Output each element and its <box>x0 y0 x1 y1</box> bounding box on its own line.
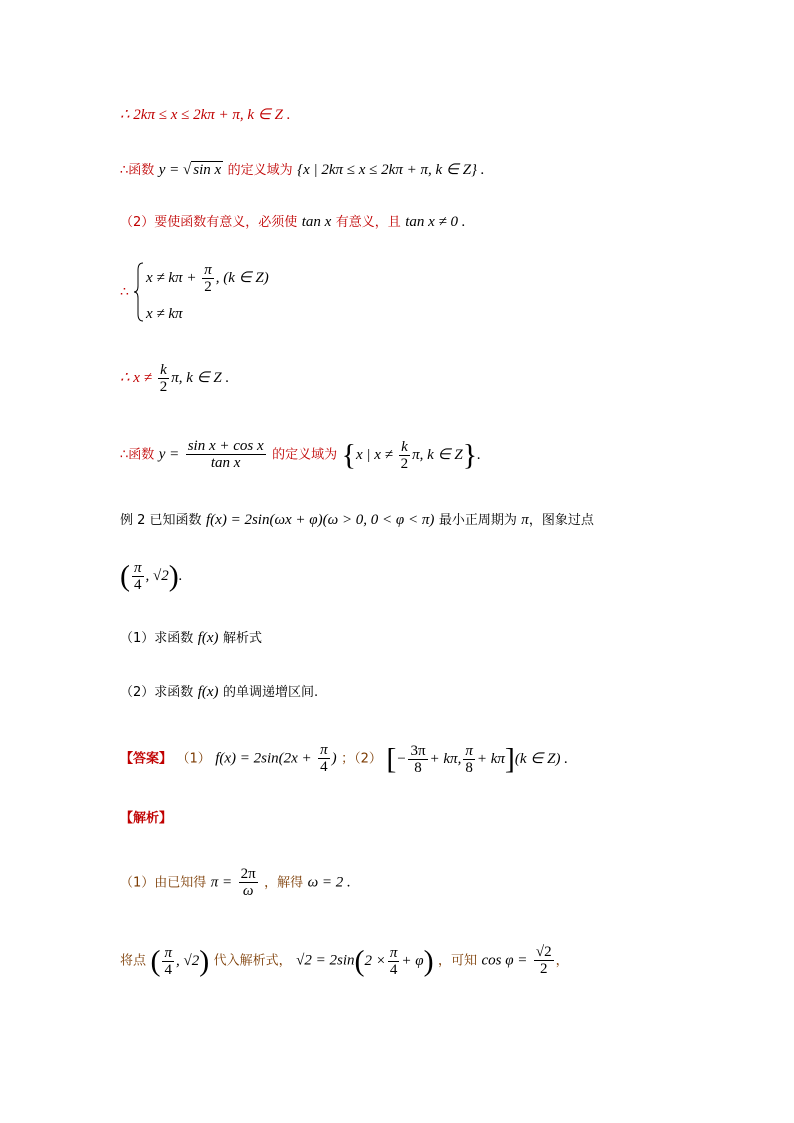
row2-text: x ≠ kπ <box>146 306 183 322</box>
s1-text-b: ，解得 <box>264 875 304 891</box>
s2-cos-phi: cos φ = <box>481 952 528 969</box>
s2-in-b: + φ <box>401 952 424 969</box>
a2-tail: + kπ <box>476 750 505 767</box>
row1-num: π <box>204 262 212 278</box>
a2-mid: + kπ, <box>429 750 462 767</box>
sqrt2-over-2 <box>534 944 554 977</box>
q1-fx: f(x) <box>197 630 219 646</box>
formula-f-def: f(x) = 2sin(ωx + φ)(ω > 0, 0 < φ < π) <box>206 512 435 528</box>
answer-tag: 【答案】 <box>120 751 173 767</box>
example-2-statement <box>120 510 594 531</box>
frac-num: sin x + cos x <box>187 438 264 454</box>
text-part2-a: （2）要使函数有意义，必须使 <box>120 215 298 230</box>
set-a: x | x ≠ <box>355 446 393 463</box>
s2-text-b: 代入解析式， <box>213 953 292 969</box>
point-coordinate: ( $\frac{\pi}{4}$ , √2). <box>120 559 183 593</box>
formula-tan-x: tan x <box>301 214 332 230</box>
answer-2-3pi-over-8 <box>408 743 427 776</box>
text-domain-is-2: 的定义域为 <box>272 447 338 463</box>
pi-over-2 <box>202 262 214 295</box>
sqrt-sin-x: sin x <box>193 162 222 178</box>
set-b: π, k ∈ Z <box>412 446 463 463</box>
solution-step-1 <box>120 866 351 899</box>
analysis-tag: 【解析】 <box>120 811 173 826</box>
s1-num: 2π <box>240 866 256 882</box>
s2-in-den: 4 <box>389 961 398 978</box>
domain-line-sin: ∴函数 y = √ sin x 的定义域为 {x | 2kπ ≤ x ≤ 2kπ + π, k ∈ Z} . <box>120 162 485 178</box>
s1-den: ω <box>242 883 254 899</box>
s2-in-a: 2 × <box>364 952 386 969</box>
part-2-intro <box>120 212 466 233</box>
answer-sep: ；（2） <box>341 751 382 767</box>
text-min-period: 最小正周期为 <box>438 513 517 528</box>
answer-part1-label: （1） <box>176 751 211 767</box>
a2-num1: 3π <box>410 742 426 759</box>
a2-den2: 8 <box>465 759 473 776</box>
inequality-text: ∴ 2kπ ≤ x ≤ 2kπ + π, k ∈ Z . <box>120 107 291 123</box>
s2-pt-num: π <box>164 944 172 961</box>
answer-line: 【答案】 （1） f(x) = 2sin(2x + $\frac{\pi}{4}$ ) ；（2） [− $\frac{3\pi}{8}$ + kπ, $\frac{\pi}{8}$ + kπ](k ∈ Z) . <box>120 742 568 776</box>
pi-over-4 <box>132 560 144 593</box>
a1-num: π <box>320 742 328 758</box>
pt-sqrt2: , √2 <box>145 567 169 584</box>
frac-den: tan x <box>210 455 241 471</box>
q2-text-a: （2）求函数 <box>120 685 194 700</box>
s2-pi-over-4 <box>162 945 174 978</box>
system-row-1 <box>146 262 269 295</box>
k-den: 2 <box>159 379 168 395</box>
text-domain-is: 的定义域为 <box>227 163 293 178</box>
therefore-symbol: ∴ <box>120 284 129 300</box>
system-row-2 <box>146 304 183 324</box>
q2-text-b: 的单调递增区间. <box>223 685 319 700</box>
s2-end: ， <box>555 953 569 969</box>
q1-text-b: 解析式 <box>223 631 263 646</box>
left-brace <box>134 262 144 322</box>
derivation-line-1 <box>120 105 290 125</box>
q1-text-a: （1）求函数 <box>120 631 194 646</box>
two-pi-over-omega <box>239 866 258 899</box>
formula-pi: π <box>521 512 529 528</box>
text-therefore-function-2: ∴函数 <box>120 447 155 463</box>
s2-in-num: π <box>389 944 398 961</box>
q2-fx: f(x) <box>197 684 219 700</box>
s2-den: 2 <box>539 961 548 977</box>
formula-y-eq: y = <box>158 162 184 178</box>
a2-num2: π <box>465 742 473 759</box>
solution-step-2: 将点 ( $\frac{\pi}{4}$ , √2) 代入解析式， √2 = 2sin(2 × $\frac{\pi}{4}$ + φ) ，可知 cos φ = $\frac{√2}{2}$ ， <box>120 944 569 978</box>
s2-eq: √2 = 2sin <box>296 952 355 969</box>
s1-omega-eq-2: ω = 2 . <box>307 874 351 891</box>
text-passes-point: ，图象过点 <box>528 513 594 528</box>
domain-line-tan: ∴函数 y = $\frac{\text{sin x + cos x}}{\text{tan x}}$ 的定义域为 {x | x ≠ $\frac{k}{2}$ π, k ∈ Z}. <box>120 438 481 472</box>
question-1 <box>120 628 262 649</box>
text-example-2: 例 2 已知函数 <box>120 513 202 528</box>
k-over-2 <box>158 362 170 395</box>
s2-pt-sqrt2: , √2 <box>175 952 200 969</box>
s2-in-pi-over-4 <box>388 945 400 978</box>
s2-num: √2 <box>535 944 552 960</box>
k-num: k <box>160 362 167 378</box>
row1-text: x ≠ kπ + <box>146 269 197 286</box>
pt-den: 4 <box>134 577 142 593</box>
text-x-ne: ∴ x ≠ <box>120 369 152 386</box>
text-therefore-function: ∴函数 <box>120 163 155 178</box>
s1-text-a: （1）由已知得 <box>120 875 207 891</box>
formula-tan-ne-0: tan x ≠ 0 . <box>405 214 466 230</box>
k-over-2-set <box>399 439 411 472</box>
analysis-tag-line <box>120 808 172 829</box>
answer-1-pi-over-4 <box>318 742 330 775</box>
text-pi-k-in-z: π, k ∈ Z . <box>171 369 230 386</box>
s2-text-c: ，可知 <box>438 953 478 969</box>
domain-set: {x | 2kπ ≤ x ≤ 2kπ + π, k ∈ Z} . <box>297 162 485 178</box>
text-part2-c: 有意义，且 <box>335 215 401 230</box>
row1-den: 2 <box>204 279 212 295</box>
pt-num: π <box>134 560 142 576</box>
s2-text-a: 将点 <box>120 953 147 969</box>
set-num: k <box>401 438 408 455</box>
s2-pt-den: 4 <box>164 961 172 978</box>
a2-k-in-z: (k ∈ Z) . <box>514 750 568 767</box>
answer-2-pi-over-8 <box>463 743 475 776</box>
question-2 <box>120 682 318 703</box>
a1-den: 4 <box>320 759 328 775</box>
set-den: 2 <box>400 455 409 472</box>
sin-cos-over-tan <box>186 438 266 471</box>
a2-den1: 8 <box>414 759 422 776</box>
answer-1-expr: f(x) = 2sin(2x + <box>215 750 312 767</box>
s1-pi-eq: π = <box>210 874 233 891</box>
formula-y-eq-2: y = <box>158 446 180 463</box>
result-line-k-half <box>120 362 229 395</box>
row1-tail: , (k ∈ Z) <box>215 269 269 286</box>
